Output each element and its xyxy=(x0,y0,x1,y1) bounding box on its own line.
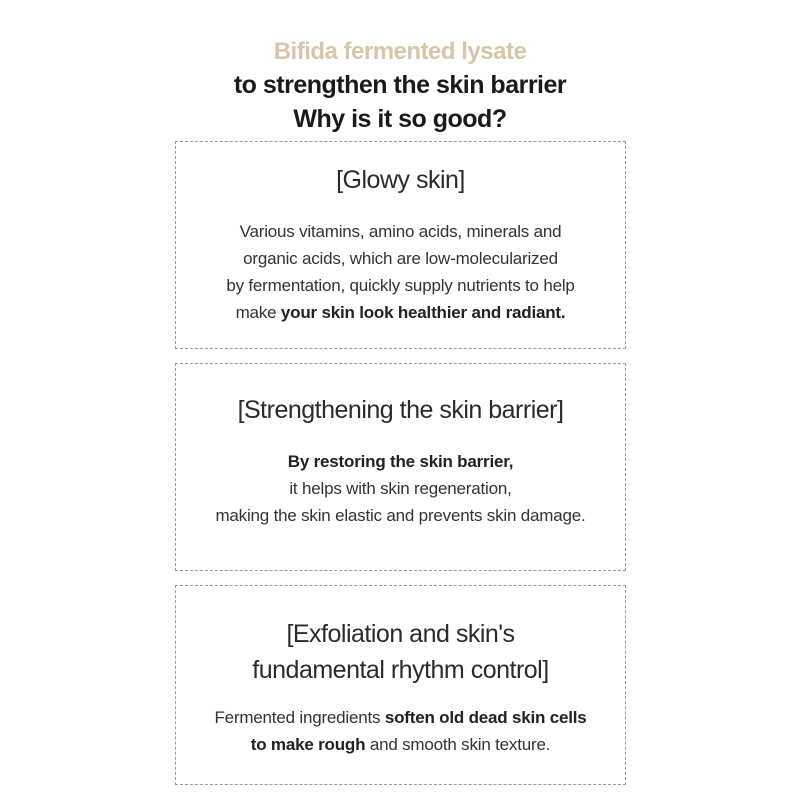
section-body xyxy=(176,218,625,326)
section-title: [Strengthening the skin barrier] xyxy=(237,396,564,424)
body-emphasis: to make rough xyxy=(250,735,366,754)
body-emphasis: soften old dead skin cells xyxy=(384,708,587,727)
body-line: by fermentation, quickly supply nutrients to help xyxy=(226,276,575,295)
body-line xyxy=(176,704,625,731)
section-exfoliation-rhythm xyxy=(175,585,626,785)
section-title-line: fundamental rhythm control] xyxy=(252,656,549,684)
header-subtitle: to strengthen the skin barrier xyxy=(233,71,567,99)
page-header xyxy=(0,36,800,136)
section-body xyxy=(176,704,625,758)
section-strengthening-barrier xyxy=(175,363,626,571)
body-text: Fermented ingredients xyxy=(214,708,385,727)
body-text: and smooth skin texture. xyxy=(365,735,551,754)
body-line xyxy=(176,448,625,475)
section-title-line: [Exfoliation and skin's xyxy=(286,620,515,648)
header-question: Why is it so good? xyxy=(293,105,507,133)
section-title: [Glowy skin] xyxy=(336,166,465,194)
body-line xyxy=(176,731,625,758)
section-glowy-skin xyxy=(175,141,626,349)
body-emphasis: your skin look healthier and radiant. xyxy=(280,303,566,322)
body-line: Various vitamins, amino acids, minerals and xyxy=(239,222,562,241)
body-line xyxy=(176,299,625,326)
body-emphasis: By restoring the skin barrier, xyxy=(287,452,514,471)
body-line: organic acids, which are low-molecularized xyxy=(243,249,558,268)
section-title xyxy=(176,616,625,688)
header-accent-title: Bifida fermented lysate xyxy=(273,38,527,65)
body-line: making the skin elastic and prevents skin damage. xyxy=(215,506,586,525)
section-body xyxy=(176,448,625,529)
body-line: it helps with skin regeneration, xyxy=(289,479,512,498)
body-text: make xyxy=(235,303,281,322)
